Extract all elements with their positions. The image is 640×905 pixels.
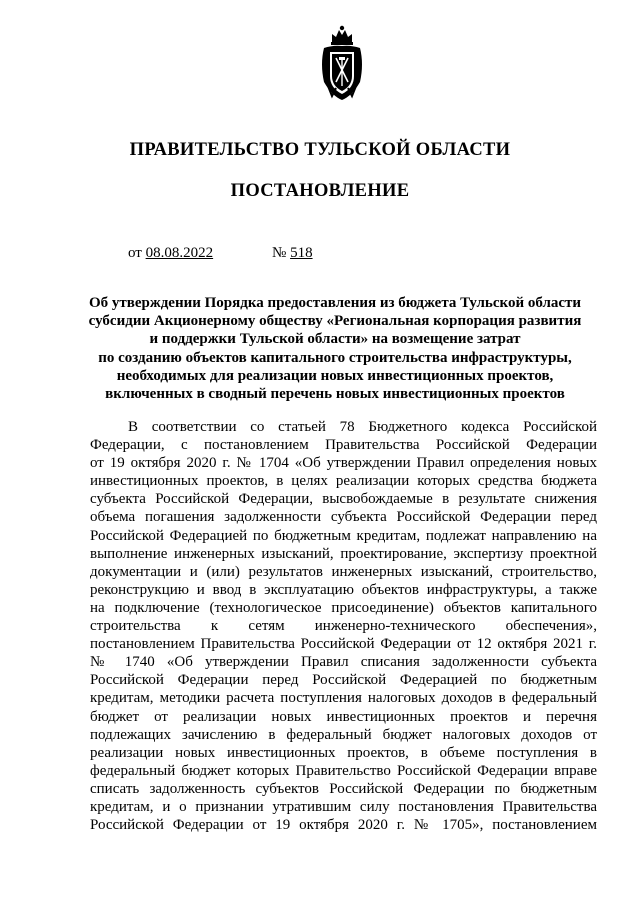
- body-line: субъекта Российской Федерации, высвобождаемые в результате снижения: [90, 491, 597, 508]
- subject-line: включенных в сводный перечень новых инвестиционных проектов: [105, 386, 565, 403]
- date-prefix: от: [128, 245, 142, 261]
- body-line: Российской Федерации перед Российской Федерацией по бюджетным: [90, 672, 597, 689]
- body-line: списать задолженность субъектов Российской Федерации по бюджетным: [90, 780, 597, 797]
- body-line: подлежащих зачислению в федеральный бюджет налоговых доходов от: [90, 726, 597, 743]
- subject-line: по созданию объектов капитального строительства инфраструктуры,: [98, 349, 572, 366]
- subject-line: субсидии Акционерному обществу «Региональная корпорация развития: [88, 313, 582, 330]
- body-line: реконструкцию и ввод в эксплуатацию объектов инфраструктуры, а также: [90, 581, 597, 598]
- number-value: 518: [290, 245, 313, 261]
- subject-line: и поддержки Тульской области» на возмещение затрат: [149, 331, 521, 348]
- body-line: № 1740 «Об утверждении Правил списания задолженности субъекта: [90, 654, 597, 671]
- body-line: Российской Федерации от 19 октября 2020 г. № 1705», постановлением: [90, 817, 597, 834]
- body-line: инвестиционных проектов, в целях реализации которых средства бюджета: [90, 473, 597, 490]
- coat-of-arms-emblem: [318, 24, 366, 104]
- document-subject: [80, 294, 590, 403]
- body-line: федеральный бюджет которых Правительство Российской Федерации вправе: [90, 762, 597, 779]
- number-prefix: №: [272, 245, 287, 261]
- body-line: бюджет от реализации новых инвестиционных проектов и перечня: [90, 708, 597, 725]
- body-line: кредитам, и о признании утратившим силу постановления Правительства: [90, 798, 597, 815]
- body-line: документации и (или) результатов инженерных изысканий, строительство,: [90, 563, 597, 580]
- subject-line: Об утверждении Порядка предоставления из бюджета Тульской области: [88, 295, 582, 311]
- body-line: выполнение инженерных изысканий, проектирование, экспертизу проектной: [90, 545, 597, 562]
- subject-line: необходимых для реализации новых инвестиционных проектов,: [116, 367, 554, 384]
- body-line: объема погашения задолженности субъекта Российской Федерации перед: [90, 509, 597, 526]
- body-line: кредитам, методики расчета поступления налоговых доходов в федеральный: [90, 690, 597, 707]
- body-line: В соответствии со статьей 78 Бюджетного кодекса Российской: [128, 419, 597, 435]
- government-title: ПРАВИТЕЛЬСТВО ТУЛЬСКОЙ ОБЛАСТИ: [129, 140, 511, 160]
- document-type: ПОСТАНОВЛЕНИЕ: [230, 181, 410, 201]
- body-line: постановлением Правительства Российской Федерации от 12 октября 2021 г.: [90, 636, 597, 653]
- body-line: Федерации, с постановлением Правительства Российской Федерации: [90, 437, 597, 454]
- body-line: строительства к сетям инженерно-технического обеспечения»,: [90, 618, 597, 635]
- document-date: [128, 245, 213, 262]
- body-paragraph: [90, 418, 597, 834]
- date-value: 08.08.2022: [145, 245, 214, 261]
- body-line: от 19 октября 2020 г. № 1704 «Об утверждении Правил определения новых: [90, 455, 597, 472]
- body-line: реализации новых инвестиционных проектов, в объеме поступления в: [90, 744, 597, 761]
- body-line: на подключение (технологическое присоединение) объектов капитального: [90, 599, 597, 616]
- document-number: [272, 245, 313, 262]
- body-line: Российской Федерацией по бюджетным кредитам, подлежат направлению на: [90, 527, 597, 544]
